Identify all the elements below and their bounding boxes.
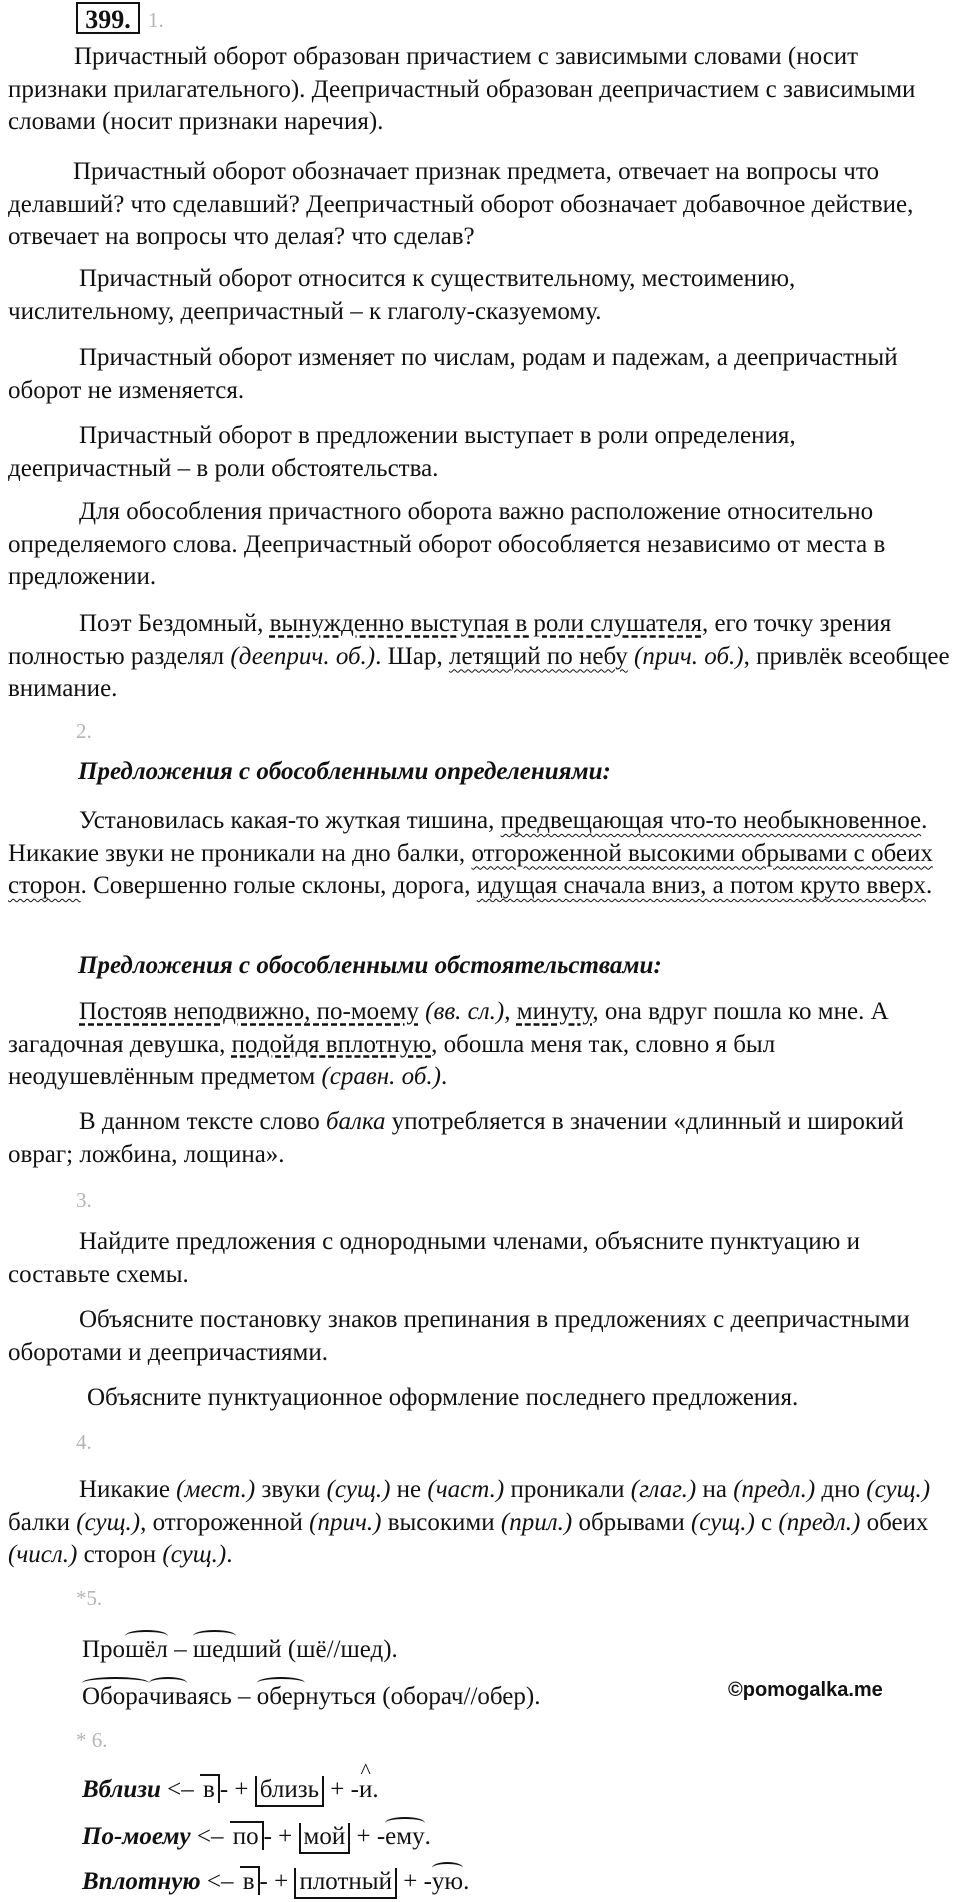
adverbial-phrase: вынужденно выступая в роли слушателя <box>269 610 702 637</box>
text: . Никакие звуки не проникали на дно балки, <box>8 807 928 867</box>
task-number: 3. <box>76 1188 92 1212</box>
word: Вплотную <box>82 1868 201 1895</box>
adverbial-phrase: Постояв неподвижно, по-моему <box>79 998 419 1025</box>
parsed-sentence <box>8 1474 958 1572</box>
operator: - + <box>263 1823 299 1850</box>
word: высокими <box>381 1508 501 1536</box>
pos-label: (сущ.) <box>690 1508 755 1536</box>
paragraph: Найдите предложения с однородными членами, объясните пунктуацию и составьте схемы. <box>8 1228 860 1288</box>
task-number: 4. <box>76 1430 92 1454</box>
pos-label: (сущ.) <box>866 1476 931 1503</box>
paragraph <box>8 805 958 903</box>
pos-label: (глаг.) <box>630 1476 697 1503</box>
operator: + - <box>396 1868 432 1895</box>
base-morpheme: плотный <box>294 1868 397 1899</box>
word: дно <box>815 1476 867 1503</box>
paragraph: Причастный оборот относится к существительному, местоимению, числительному, деепричастный – к глаголу-сказуемому. <box>8 265 796 325</box>
pos-label: (сущ.) <box>326 1476 391 1503</box>
text: . Шар, <box>375 642 449 670</box>
term: балка <box>325 1108 386 1135</box>
word: . <box>226 1541 233 1568</box>
text: , обошла меня так, словно я был неодушевлённым предметом <box>8 1030 776 1090</box>
base-morpheme: близь <box>255 1776 324 1807</box>
pos-label: (числ.) <box>8 1541 78 1568</box>
word: не <box>390 1476 428 1503</box>
punctuation: . <box>424 1823 431 1850</box>
task-number: * 6. <box>76 1728 108 1752</box>
operator: - + <box>259 1868 295 1895</box>
word: По-моему <box>82 1823 191 1850</box>
section-heading: Предложения с обособленными определениями: <box>78 758 611 785</box>
adverbial-word: минуту <box>516 998 593 1025</box>
exercise-number: 399. <box>76 2 140 34</box>
word: обрывами <box>572 1508 691 1536</box>
paragraph <box>8 1106 958 1171</box>
task-number: 2. <box>76 719 92 743</box>
pos-label: (мест.) <box>176 1476 256 1503</box>
pos-label: (прич.) <box>309 1508 382 1536</box>
root-morpheme: шёл <box>125 1636 168 1663</box>
word: на <box>696 1476 734 1503</box>
text: , его точку зрения полностью разделял <box>8 610 892 670</box>
pos-label: (предл.) <box>778 1508 861 1536</box>
morpheme: Про <box>82 1636 126 1663</box>
text: употребляется в значении «длинный и широкий овраг; ложбина, лощина». <box>8 1108 904 1168</box>
text: . Совершенно голые склоны, дорога, <box>80 872 477 899</box>
root-morpheme: обер <box>256 1683 306 1710</box>
word: балки <box>8 1508 77 1536</box>
word: Никакие <box>79 1476 177 1503</box>
punctuation: . <box>372 1776 379 1803</box>
grammar-note: (дееприч. об.) <box>230 642 376 670</box>
paragraph-example <box>8 608 958 706</box>
task-number: 1. <box>148 8 164 32</box>
word: Вблизи <box>82 1776 161 1803</box>
word-formation-line <box>82 1776 379 1804</box>
morpheme-line <box>82 1636 398 1664</box>
word: обеих <box>860 1508 929 1536</box>
paragraph: Объясните пунктуационное оформление последнего предложения. <box>87 1384 799 1411</box>
word: сторон <box>77 1541 163 1568</box>
text: Поэт Бездомный, <box>79 610 270 637</box>
word: проникали <box>504 1476 631 1503</box>
text: Установилась какая-то жуткая тишина, <box>79 807 501 834</box>
base-morpheme: мой <box>299 1823 351 1854</box>
prefix-morpheme: в <box>240 1866 260 1895</box>
operator: + - <box>324 1776 359 1803</box>
root-morpheme: Обора <box>82 1683 149 1710</box>
text: . <box>440 1063 448 1090</box>
operator: - + <box>219 1776 255 1803</box>
text: В данном тексте слово <box>79 1108 326 1135</box>
morpheme: аясь – <box>186 1683 257 1710</box>
arrow: <– <box>190 1823 230 1850</box>
word-formation-line <box>82 1868 469 1896</box>
text: , привлёк всеобщее внимание. <box>8 642 950 702</box>
paragraph: Причастный оборот изменяет по числам, родам и падежам, а деепричастный оборот не изменяется. <box>8 344 898 404</box>
suffix-morpheme: ую <box>431 1868 464 1895</box>
suffix-morpheme: ^ и <box>359 1776 372 1804</box>
paragraph: Причастный оборот обозначает признак предмета, отвечает на вопросы что делавший? что сделавший? Деепричастный оборот обозначает добавочное действие, отвечает на вопросы что делая? что сделав? <box>8 158 914 250</box>
paragraph <box>8 996 958 1094</box>
pos-label: (сущ.) <box>162 1541 227 1568</box>
text: , она вдруг пошла ко мне. А загадочная девушка, <box>8 998 889 1058</box>
operator: + - <box>350 1823 386 1850</box>
arrow: <– <box>200 1868 240 1895</box>
task-number: *5. <box>76 1586 103 1610</box>
grammar-note: (прич. об.) <box>634 642 744 670</box>
suffix-morpheme: чив <box>148 1683 187 1710</box>
paragraph: Объясните постановку знаков препинания в предложениях с деепричастными оборотами и деепричастиями. <box>8 1306 910 1366</box>
section-heading: Предложения с обособленными обстоятельствами: <box>78 952 662 979</box>
participle-phrase: идущая сначала вниз, а потом круто вверх <box>476 872 926 899</box>
punctuation: . <box>463 1868 470 1895</box>
word: с <box>754 1508 779 1536</box>
pos-label: (сущ.) <box>76 1508 141 1536</box>
participle-phrase: предвещающая что-то необыкновенное <box>500 807 922 834</box>
text: , <box>504 998 517 1025</box>
paragraph: Причастный оборот в предложении выступает в роли определения, деепричастный – в роли обстоятельства. <box>8 422 796 482</box>
paragraph: Для обособления причастного оборота важно расположение относительно определяемого слова. Деепричастный оборот обособляется независимо от места в предложении. <box>8 498 886 590</box>
paragraph: Причастный оборот образован причастием с зависимыми словами (носит признаки прилагательного). Деепричастный образован деепричастием с зависимыми словами (носит признаки наречия). <box>8 43 916 135</box>
arrow: <– <box>160 1776 201 1803</box>
root-morpheme: шед <box>192 1636 236 1663</box>
word: , отгороженной <box>140 1508 310 1536</box>
pos-label: (прил.) <box>500 1508 573 1536</box>
watermark: ©pomogalka.me <box>728 1679 883 1701</box>
grammar-note: (сравн. об.) <box>321 1063 441 1090</box>
prefix-morpheme: по <box>230 1821 264 1850</box>
word-formation-line <box>82 1823 431 1851</box>
morpheme: – <box>167 1636 193 1663</box>
pos-label: (предл.) <box>733 1476 816 1503</box>
prefix-morpheme: в <box>200 1774 220 1803</box>
adverbial-phrase: подойдя вплотную <box>231 1030 432 1058</box>
participle-phrase: летящий по небу <box>448 642 628 670</box>
pos-label: (част.) <box>427 1476 505 1503</box>
morpheme-line <box>82 1683 540 1711</box>
participle-phrase: отгороженной высокими обрывами с обеих сторон <box>8 839 933 899</box>
text: . <box>925 872 933 899</box>
morpheme: нуться (оборач//обер). <box>305 1683 541 1710</box>
word: звуки <box>255 1476 327 1503</box>
suffix-morpheme: ему <box>385 1823 425 1850</box>
morpheme: ший (шё//шед). <box>235 1636 398 1663</box>
grammar-note: (вв. сл.) <box>425 998 505 1025</box>
